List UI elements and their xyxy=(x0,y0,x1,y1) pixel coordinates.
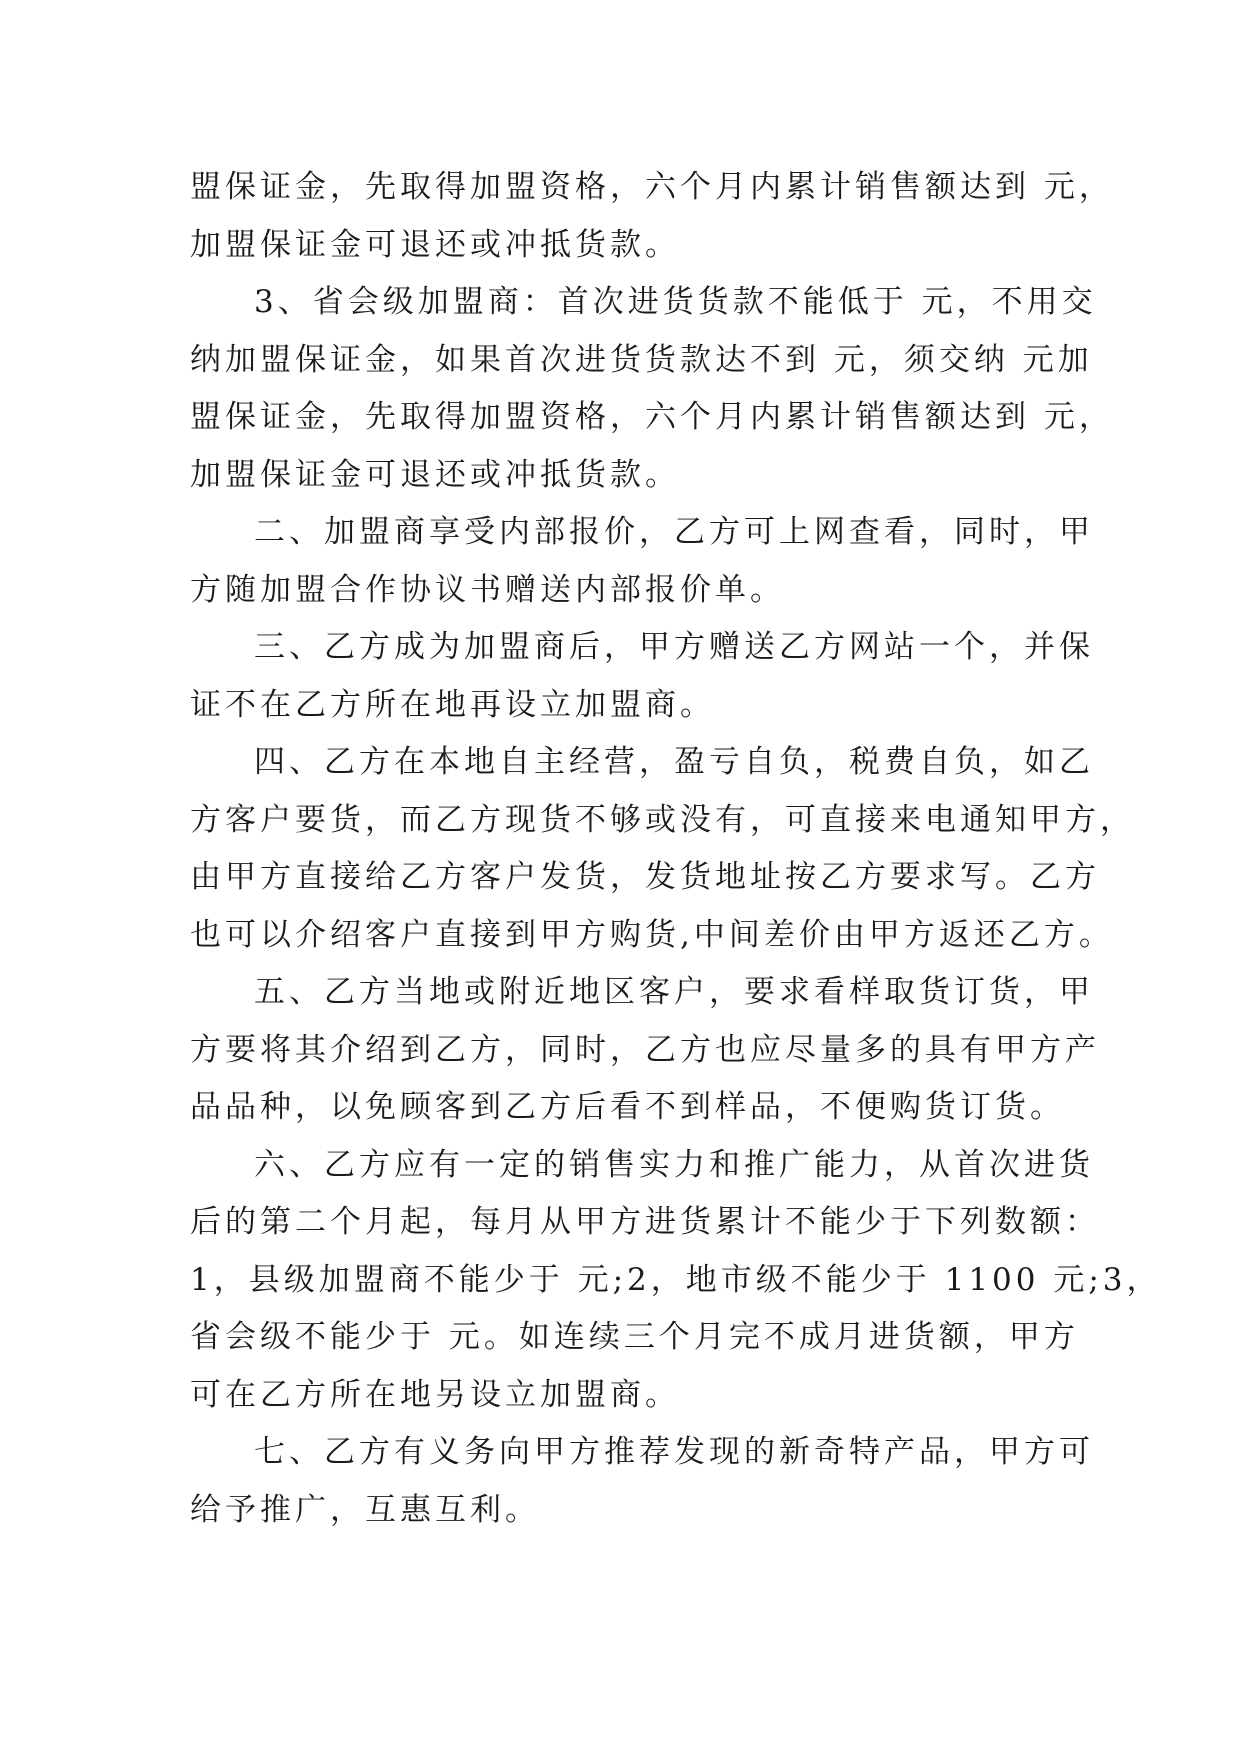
text-line: 四、乙方在本地自主经营，盈亏自负，税费自负，如乙 xyxy=(254,744,1094,780)
text-line: 加盟保证金可退还或冲抵货款。 xyxy=(190,226,680,263)
paragraph-clause-3 xyxy=(190,619,1094,734)
text-line: 证不在乙方所在地再设立加盟商。 xyxy=(190,686,715,723)
text-line: 盟保证金，先取得加盟资格，六个月内累计销售额达到 元， xyxy=(190,169,1114,205)
paragraph-continued-deposit xyxy=(190,159,1114,274)
text-line: 盟保证金，先取得加盟资格，六个月内累计销售额达到 元， xyxy=(190,399,1114,435)
text-line: 七、乙方有义务向甲方推荐发现的新奇特产品，甲方可 xyxy=(254,1434,1094,1470)
text-line: 二、加盟商享受内部报价，乙方可上网查看，同时，甲 xyxy=(254,514,1094,550)
text-line: 省会级不能少于 元。如连续三个月完不成月进货额，甲方 xyxy=(190,1319,1079,1355)
text-line: 也可以介绍客户直接到甲方购货,中间差价由甲方返还乙方。 xyxy=(190,916,1114,953)
document-body xyxy=(190,159,1162,1539)
paragraph-clause-7 xyxy=(190,1424,1094,1539)
text-line: 纳加盟保证金，如果首次进货货款达不到 元，须交纳 元加 xyxy=(190,341,1093,378)
text-line: 方要将其介绍到乙方，同时，乙方也应尽量多的具有甲方产 xyxy=(190,1031,1100,1068)
paragraph-clause-4 xyxy=(190,734,1135,964)
text-line: 三、乙方成为加盟商后，甲方赠送乙方网站一个，并保 xyxy=(254,629,1094,665)
text-line: 加盟保证金可退还或冲抵货款。 xyxy=(190,456,680,493)
text-line: 后的第二个月起，每月从甲方进货累计不能少于下列数额： xyxy=(190,1204,1100,1240)
text-line: 1，县级加盟商不能少于 元;2，地市级不能少于 1100 元;3， xyxy=(190,1261,1162,1298)
text-line: 给予推广，互惠互利。 xyxy=(190,1491,540,1528)
paragraph-provincial-franchisee xyxy=(190,274,1114,504)
text-line: 可在乙方所在地另设立加盟商。 xyxy=(190,1376,680,1413)
paragraph-clause-5 xyxy=(190,964,1100,1137)
text-line: 五、乙方当地或附近地区客户，要求看样取货订货，甲 xyxy=(254,974,1094,1010)
text-line: 3、省会级加盟商：首次进货货款不能低于 元，不用交 xyxy=(254,284,1097,320)
text-line: 由甲方直接给乙方客户发货，发货地址按乙方要求写。乙方 xyxy=(190,859,1100,895)
text-line: 方随加盟合作协议书赠送内部报价单。 xyxy=(190,571,785,608)
paragraph-clause-6 xyxy=(190,1137,1162,1425)
text-line: 方客户要货，而乙方现货不够或没有，可直接来电通知甲方， xyxy=(190,801,1135,838)
text-line: 品品种，以免顾客到乙方后看不到样品，不便购货订货。 xyxy=(190,1089,1065,1125)
text-line: 六、乙方应有一定的销售实力和推广能力，从首次进货 xyxy=(254,1146,1094,1183)
paragraph-clause-2 xyxy=(190,504,1094,619)
